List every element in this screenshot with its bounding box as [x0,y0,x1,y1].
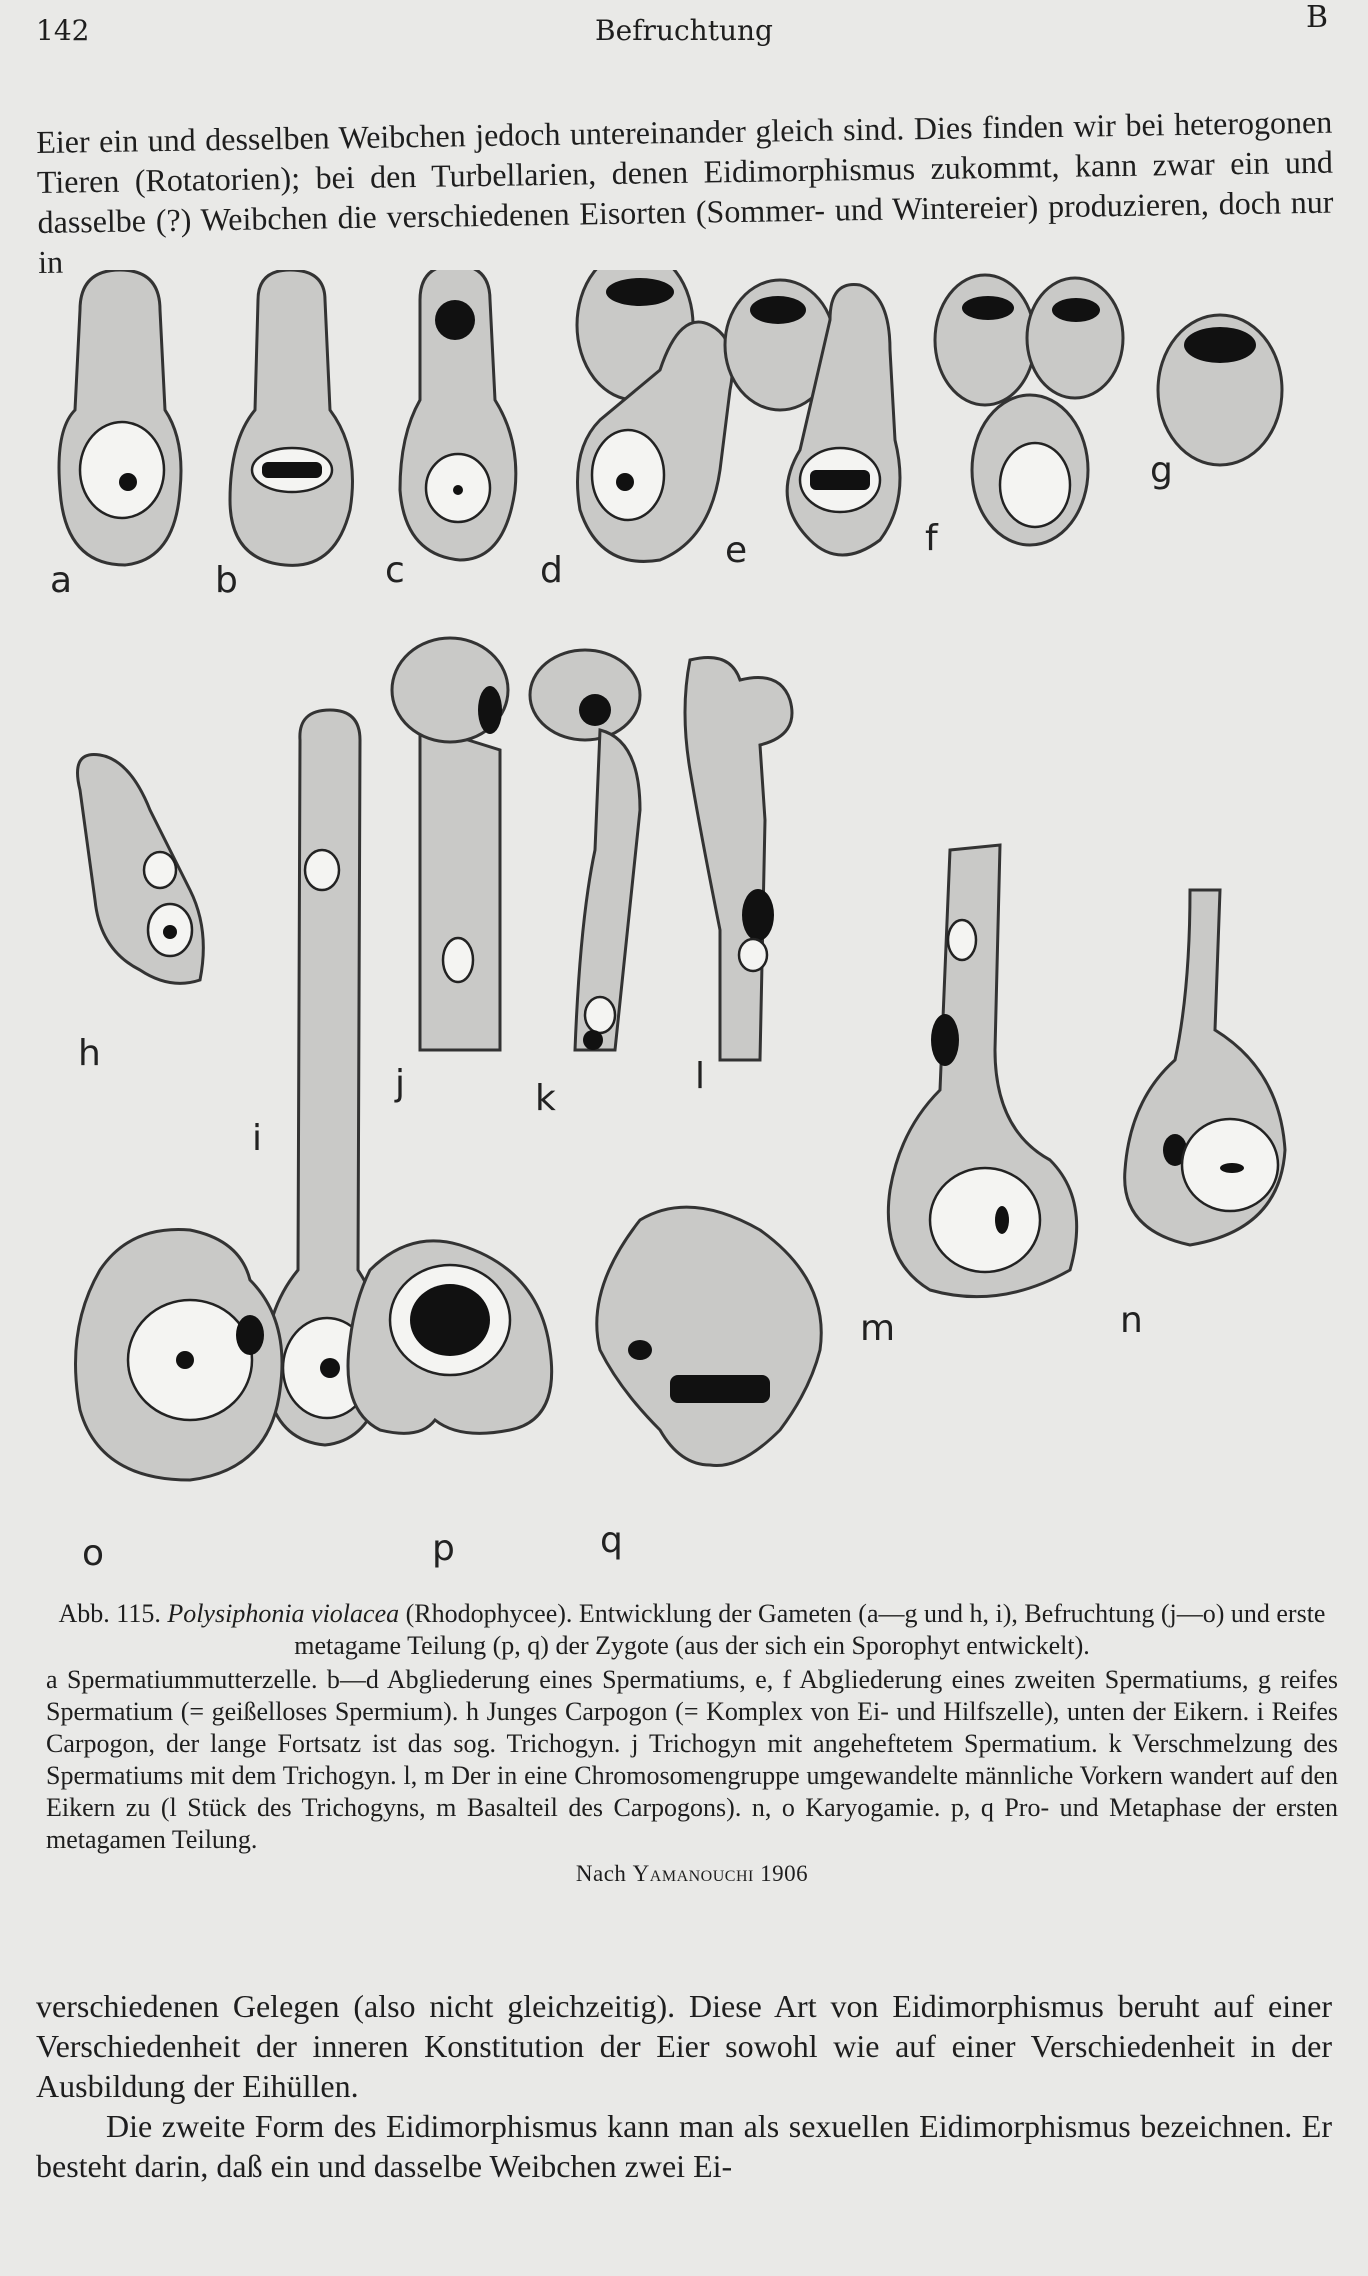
panel-q-metaphase [597,1207,821,1465]
credit-year: 1906 [760,1861,809,1886]
figure-115-illustration [40,270,1330,1570]
panel-label-h: h [78,1033,101,1074]
credit-author: Yamanouchi [632,1861,754,1886]
figure-caption [46,1598,1338,1890]
panel-label-j: j [395,1063,406,1104]
panel-label-q: q [600,1520,623,1561]
panel-j-trichogyne-with-spermatium [392,638,508,1050]
panel-label-n: n [1120,1300,1143,1341]
caption-legend: a Spermatiummutterzelle. b—d Abgliederung eines Spermatiums, e, f Abgliederung eines zweiten Spermatiums, g reifes Spermatium (= geißelloses Spermium). h Junges Carpogon (= Komplex von Ei- und Hilfszelle), unten der Eikern. i Reifes Carpogon, der lange Fortsatz ist das sog. Trichogyn. j Trichogyn mit angeheftetem Spermatium. k Verschmelzung des Spermatiums mit dem Trichogyn. l, m Der in eine Chromosomengruppe umgewandelte männliche Vorkern wandert auf den Eikern zu (l Stück des Trichogyns, m Basalteil des Carpogons). n, o Karyogamie. p, q Pro- und Metaphase der ersten metagamen Teilung. [46,1665,1338,1854]
panel-label-o: o [82,1533,105,1570]
panel-m-carpogon-base [888,845,1076,1297]
panel-p-prophase [348,1241,552,1433]
panel-label-b: b [215,560,238,601]
panel-d-cells [577,270,733,561]
bottom-text [36,1986,1332,2186]
panel-label-c: c [385,550,405,591]
figure-credit [46,1858,1338,1890]
panel-label-m: m [860,1308,896,1349]
panel-n-karyogamy [1125,890,1285,1245]
page-number: 142 [36,14,90,47]
caption-main-text: (Rhodophycee). Entwicklung der Gameten (a—g und h, i), Befruchtung (j—o) und erste metagame Teilung (p, q) der Zygote (aus der sich ein Sporophyt entwickelt). [294,1599,1326,1660]
panel-label-i: i [252,1118,263,1159]
signature-mark: B [1305,0,1328,35]
top-paragraph: Eier ein und desselben Weibchen jedoch untereinander gleich sind. Dies finden wir bei heterogonen Tieren (Rotatorien); bei den Turbellarien, denen Eidimorphismus zukommt, kann zwar ein und dasselbe (?) Weibchen die verschiedenen Eisorten (Sommer- und Wintereier) produzieren, doch nur in [36,103,1334,280]
species-name: Polysiphonia violacea [167,1599,400,1628]
panel-b-cell [230,270,353,565]
figure-number: Abb. 115. [58,1599,161,1628]
panel-e-cells [725,280,900,555]
running-title: Befruchtung [595,14,773,47]
panel-o-karyogamy [76,1230,283,1481]
panel-g-mature-spermatium [1158,315,1282,465]
panel-f-cells [935,275,1123,545]
panel-label-g: g [1150,450,1173,491]
panel-k-fusion [530,650,640,1050]
panel-a-spermatium-mother-cell [59,270,181,565]
bottom-paragraph-2: Die zweite Form des Eidimorphismus kann man als sexuellen Eidimorphismus bezeichnen. Er besteht darin, daß ein und dasselbe Weibchen zwei Ei- [36,2108,1332,2184]
caption-main [46,1598,1338,1662]
panel-label-d: d [540,550,563,591]
panel-l-trichogyne-piece [685,658,792,1061]
panel-label-f: f [925,518,938,559]
panel-label-e: e [725,530,748,571]
panel-label-l: l [695,1056,706,1097]
panel-h-young-carpogon [78,754,204,983]
panel-label-a: a [50,560,73,601]
credit-prefix: Nach [575,1861,627,1886]
bottom-paragraph-1: verschiedenen Gelegen (also nicht gleichzeitig). Diese Art von Eidimorphismus beruht auf einer Verschiedenheit der inneren Konstitution der Eier sowohl wie auf einer Verschiedenheit in der Ausbildung der Eihüllen. [36,1988,1332,2104]
panel-label-p: p [432,1528,455,1569]
panel-label-k: k [535,1078,556,1119]
panel-c-cell [400,270,516,560]
